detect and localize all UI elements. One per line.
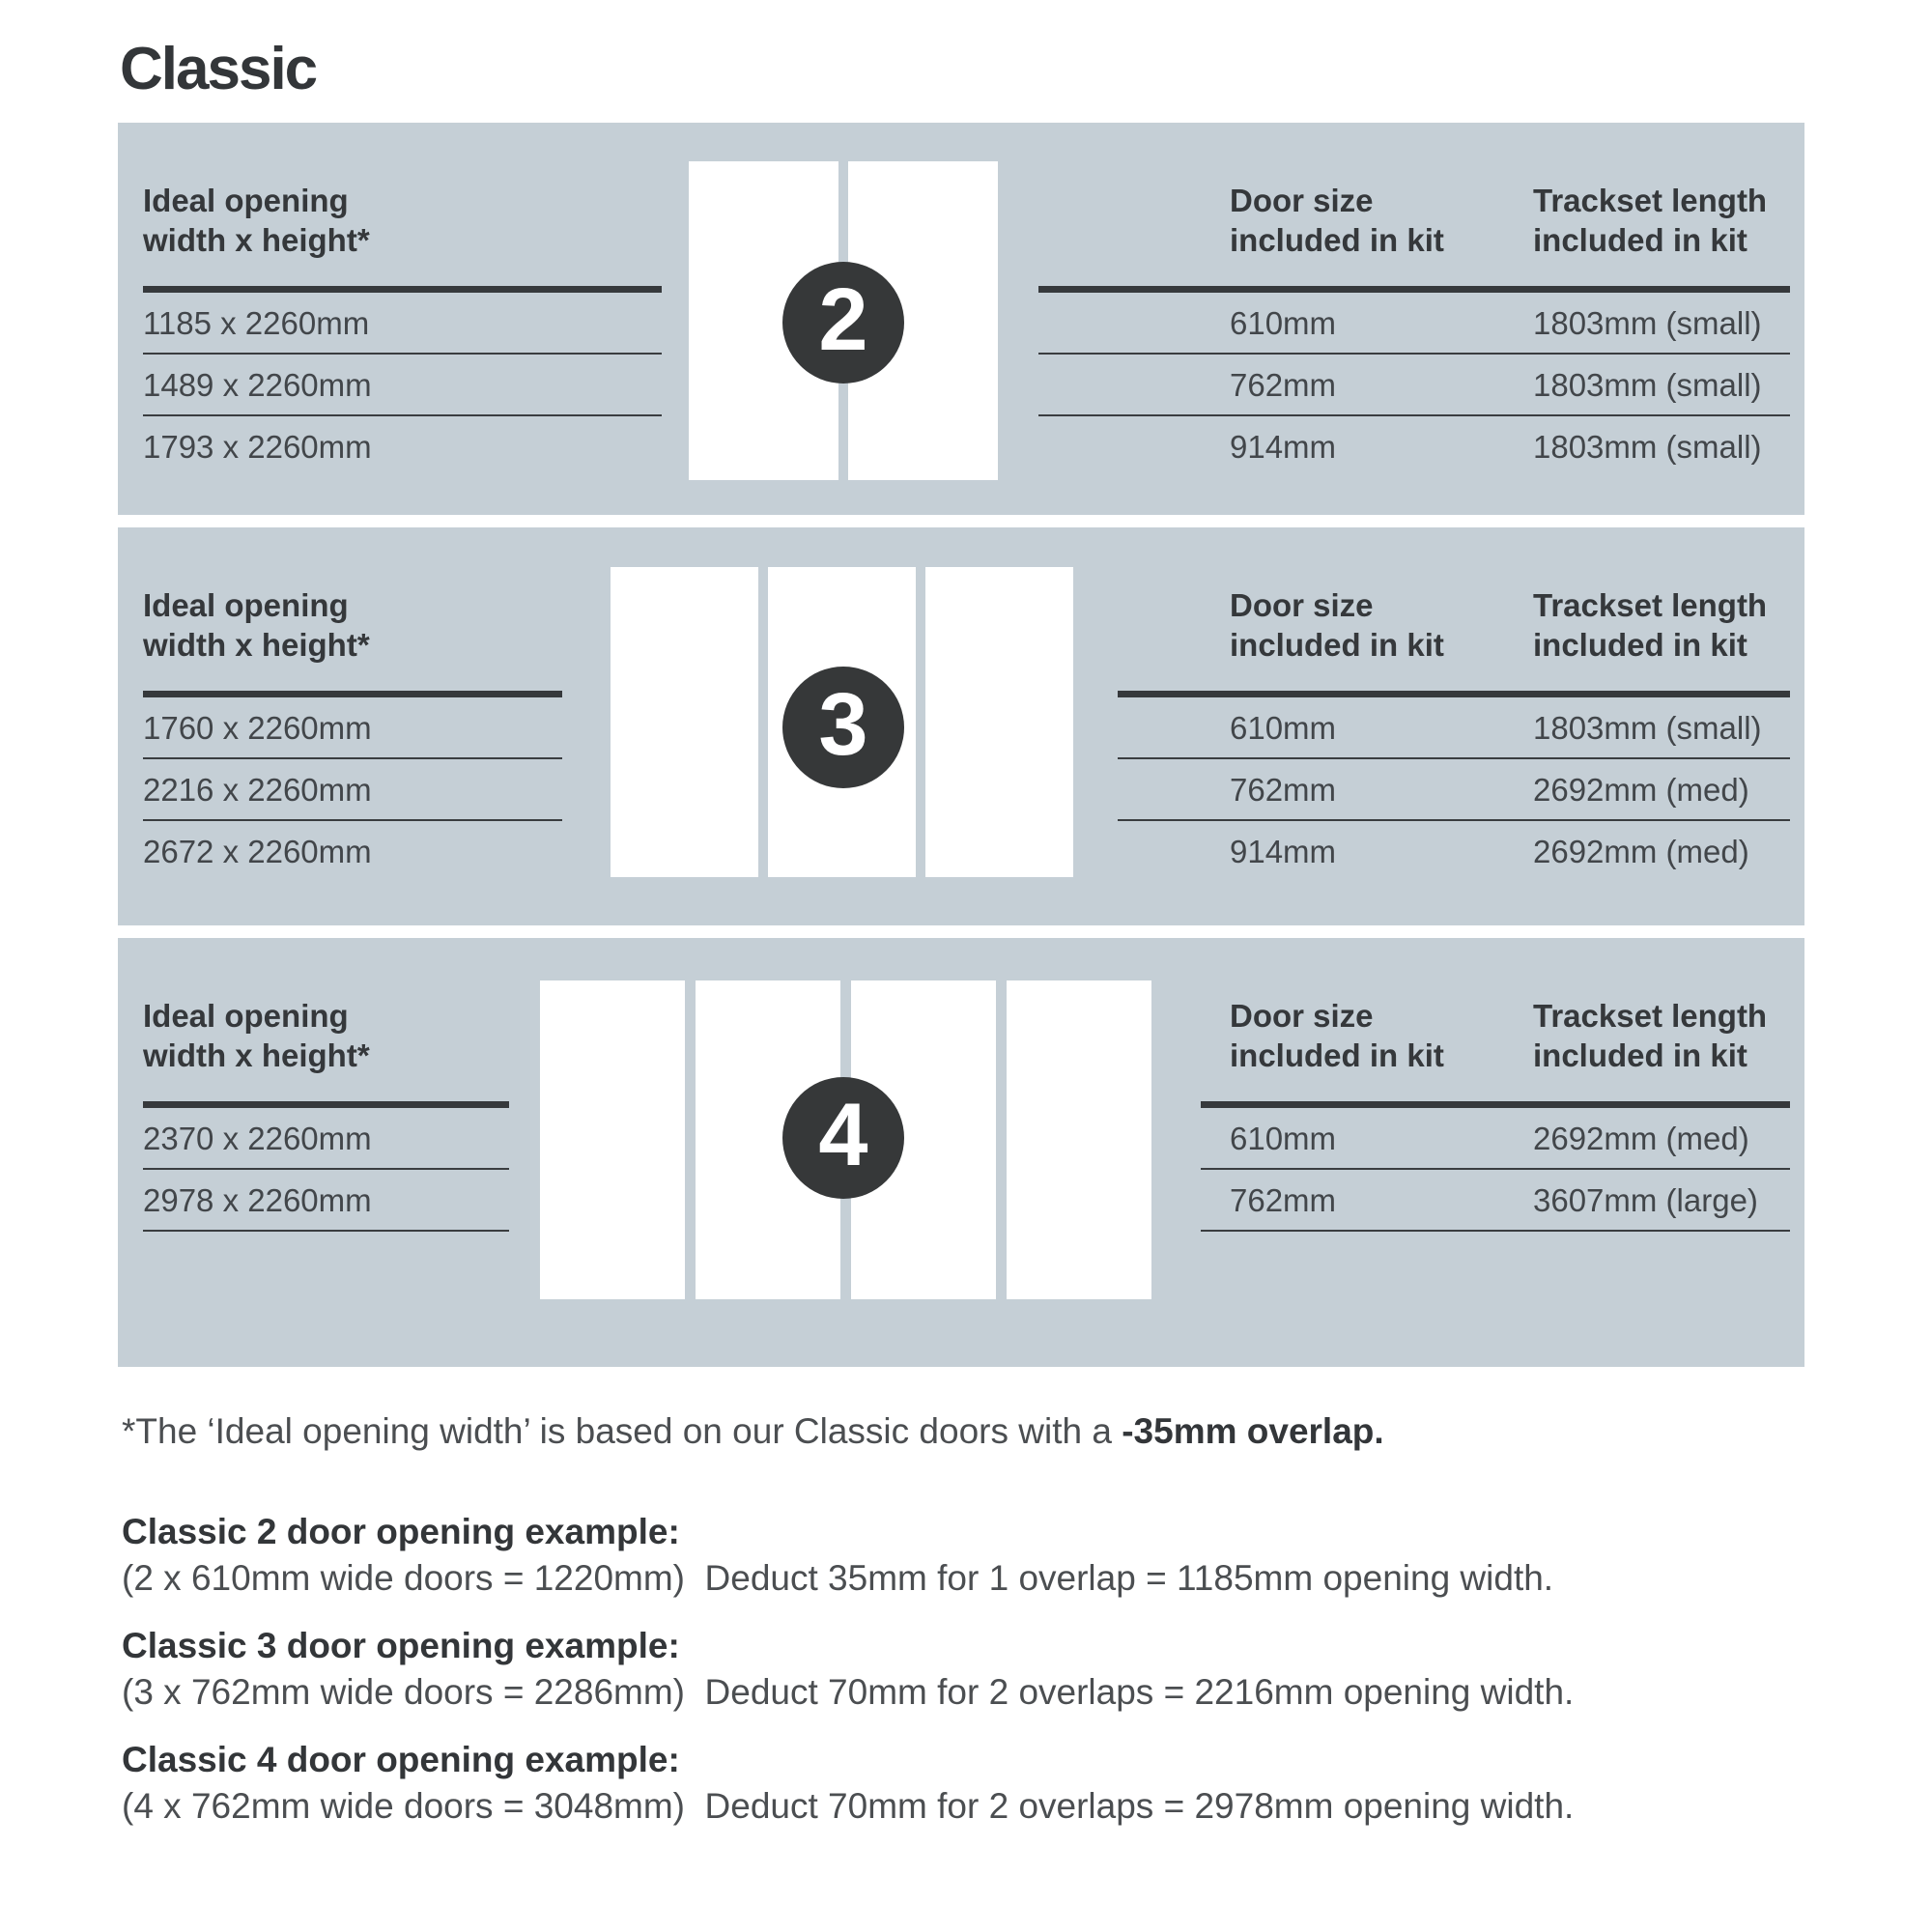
example-4-door: [122, 1737, 1574, 1830]
opening-size-header-line2: width x height*: [143, 222, 370, 258]
door-size-header-line1: Door size: [1230, 587, 1374, 623]
config-section-4-door: [118, 938, 1804, 1367]
trackset-header: [1533, 181, 1767, 260]
door-count-badge: 3: [782, 667, 904, 788]
opening-size-table: [143, 293, 662, 478]
example-3-door: [122, 1623, 1574, 1716]
table-row: [1201, 1170, 1790, 1232]
footnote-text: *The ‘Ideal opening width’ is based on our Classic doors with a: [122, 1411, 1122, 1451]
opening-size-table: [143, 1108, 509, 1232]
door-size-header: [1230, 585, 1444, 665]
trackset-header-line1: Trackset length: [1533, 998, 1768, 1034]
door-size-header: [1230, 996, 1444, 1075]
table-row: [143, 416, 662, 478]
trackset-header-line2: included in kit: [1533, 222, 1747, 258]
opening-size-header-line1: Ideal opening: [143, 998, 349, 1034]
door-size-value: 610mm: [1230, 1121, 1337, 1156]
door-size-value: 762mm: [1230, 772, 1337, 808]
door-size-value: 762mm: [1230, 367, 1337, 403]
opening-size-header-line2: width x height*: [143, 1037, 370, 1073]
header-rule: [1201, 1101, 1790, 1108]
trackset-header-line2: included in kit: [1533, 627, 1747, 663]
page-title: Classic: [120, 36, 317, 102]
example-title: Classic 2 door opening example:: [122, 1512, 680, 1551]
trackset-header: [1533, 585, 1767, 665]
table-row: [143, 293, 662, 355]
door-size-header-line1: Door size: [1230, 183, 1374, 218]
opening-size-value: 1793 x 2260mm: [143, 429, 372, 465]
trackset-header: [1533, 996, 1767, 1075]
trackset-value: 2692mm (med): [1533, 1121, 1749, 1156]
trackset-value: 1803mm (small): [1533, 710, 1762, 746]
table-row: [143, 759, 562, 821]
opening-size-value: 1489 x 2260mm: [143, 367, 372, 403]
table-row: [1118, 759, 1790, 821]
opening-size-value: 2672 x 2260mm: [143, 834, 372, 869]
table-row: [1201, 1108, 1790, 1170]
opening-size-header-line1: Ideal opening: [143, 183, 349, 218]
trackset-value: 3607mm (large): [1533, 1182, 1758, 1218]
door-size-header-line2: included in kit: [1230, 627, 1444, 663]
door-size-header-line1: Door size: [1230, 998, 1374, 1034]
door-size-header-line2: included in kit: [1230, 1037, 1444, 1073]
opening-size-header: [143, 585, 370, 665]
header-rule: [1038, 286, 1790, 293]
kit-table: [1118, 527, 1790, 925]
kit-rows: [1118, 697, 1790, 883]
footnote-bold-text: -35mm overlap.: [1122, 1411, 1384, 1451]
opening-size-table: [143, 697, 562, 883]
example-body: (3 x 762mm wide doors = 2286mm) Deduct 70mm for 2 overlaps = 2216mm opening width.: [122, 1672, 1575, 1712]
opening-examples: [122, 1509, 1574, 1851]
opening-size-header-line2: width x height*: [143, 627, 370, 663]
table-row: [143, 1170, 509, 1232]
trackset-header-line1: Trackset length: [1533, 587, 1768, 623]
table-row: [1118, 697, 1790, 759]
door-size-value: 914mm: [1230, 834, 1337, 869]
table-row: [143, 821, 562, 883]
table-row: [1118, 821, 1790, 883]
kit-rows: [1038, 293, 1790, 478]
door-panel: [1007, 980, 1151, 1299]
door-size-header: [1230, 181, 1444, 260]
config-section-3-door: [118, 527, 1804, 925]
example-title: Classic 4 door opening example:: [122, 1740, 680, 1779]
spec-panel: [118, 123, 1804, 1367]
door-panel: [540, 980, 685, 1299]
opening-size-header: [143, 181, 370, 260]
trackset-value: 1803mm (small): [1533, 367, 1762, 403]
table-row: [143, 355, 662, 416]
kit-table: [1038, 123, 1790, 515]
example-title: Classic 3 door opening example:: [122, 1626, 680, 1665]
trackset-value: 1803mm (small): [1533, 429, 1762, 465]
opening-size-value: 1185 x 2260mm: [143, 305, 370, 341]
table-row: [143, 697, 562, 759]
header-rule: [143, 1101, 509, 1108]
header-rule: [1118, 691, 1790, 697]
kit-table: [1201, 938, 1790, 1367]
door-count-badge: 2: [782, 262, 904, 384]
opening-size-header-line1: Ideal opening: [143, 587, 349, 623]
table-row: [143, 1108, 509, 1170]
door-size-value: 762mm: [1230, 1182, 1337, 1218]
opening-size-value: 1760 x 2260mm: [143, 710, 372, 746]
door-size-value: 610mm: [1230, 305, 1337, 341]
door-size-header-line2: included in kit: [1230, 222, 1444, 258]
table-row: [1038, 355, 1790, 416]
table-row: [1038, 416, 1790, 478]
opening-size-value: 2216 x 2260mm: [143, 772, 372, 808]
trackset-header-line1: Trackset length: [1533, 183, 1768, 218]
door-panel: [925, 567, 1073, 877]
door-size-value: 914mm: [1230, 429, 1337, 465]
table-row: [1038, 293, 1790, 355]
door-panel: [611, 567, 758, 877]
example-body: (2 x 610mm wide doors = 1220mm) Deduct 35mm for 1 overlap = 1185mm opening width.: [122, 1558, 1554, 1598]
kit-rows: [1201, 1108, 1790, 1232]
opening-size-value: 2370 x 2260mm: [143, 1121, 372, 1156]
trackset-value: 2692mm (med): [1533, 834, 1749, 869]
example-2-door: [122, 1509, 1574, 1602]
trackset-value: 2692mm (med): [1533, 772, 1749, 808]
door-size-value: 610mm: [1230, 710, 1337, 746]
trackset-value: 1803mm (small): [1533, 305, 1762, 341]
trackset-header-line2: included in kit: [1533, 1037, 1747, 1073]
header-rule: [143, 286, 662, 293]
config-section-2-door: [118, 123, 1804, 515]
header-rule: [143, 691, 562, 697]
example-body: (4 x 762mm wide doors = 3048mm) Deduct 70mm for 2 overlaps = 2978mm opening width.: [122, 1786, 1575, 1826]
opening-size-header: [143, 996, 370, 1075]
overlap-footnote: [122, 1409, 1384, 1454]
door-count-badge: 4: [782, 1077, 904, 1199]
opening-size-value: 2978 x 2260mm: [143, 1182, 372, 1218]
